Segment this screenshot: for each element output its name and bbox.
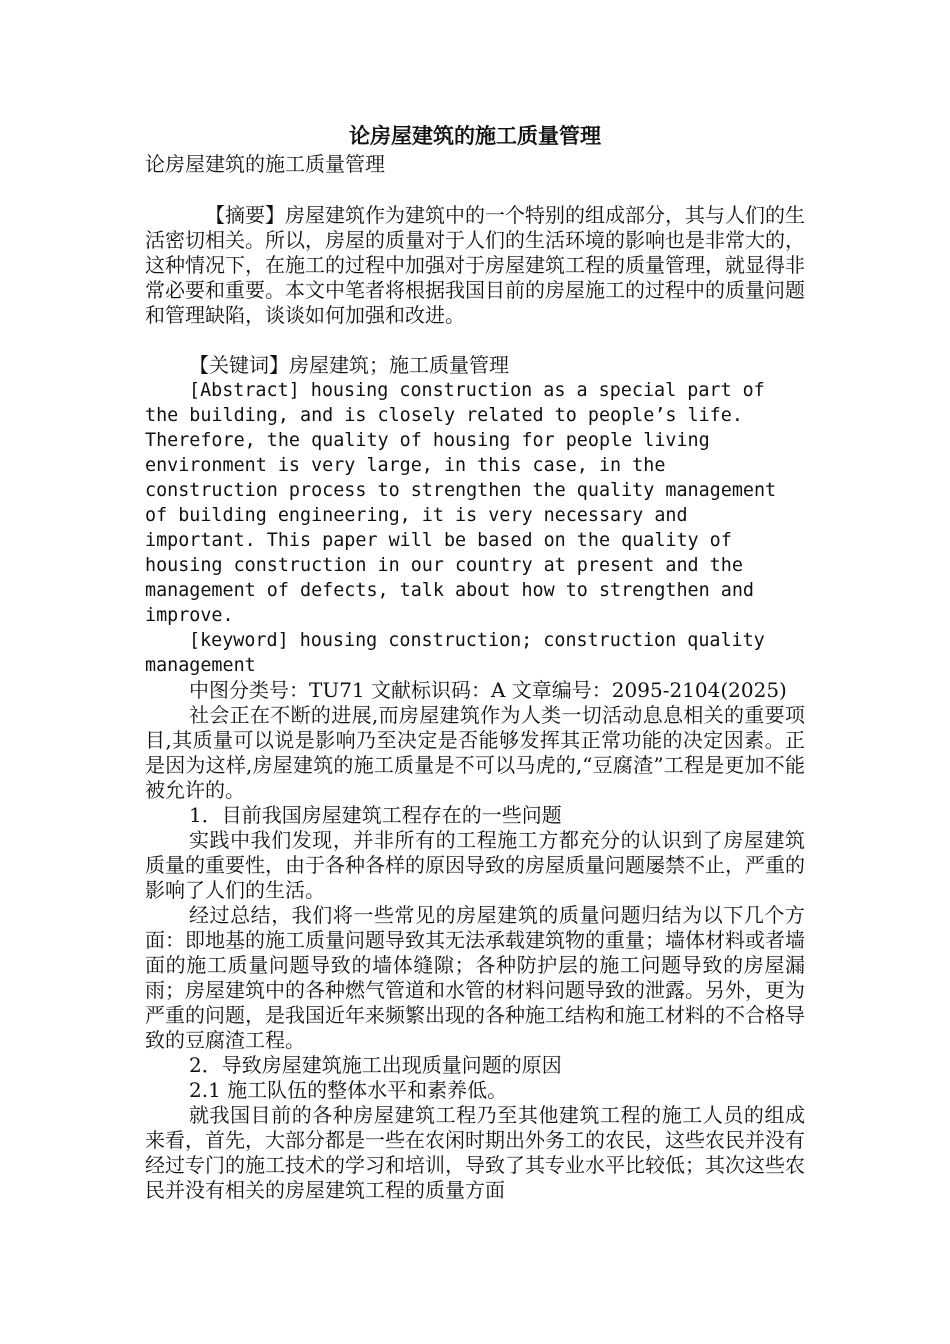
keywords-cn: 【关键词】房屋建筑；施工质量管理 (189, 353, 509, 377)
spacer (145, 328, 805, 353)
spacer (145, 178, 805, 203)
subsection-heading: 2.1 施工队伍的整体水平和素养低。 (189, 1078, 508, 1102)
document-page (145, 122, 805, 1203)
document-subtitle: 论房屋建筑的施工质量管理 (145, 152, 385, 176)
body-paragraph: 实践中我们发现，并非所有的工程施工方都充分的认识到了房屋建筑质量的重要性，由于各种各样的原因导致的房屋质量问题屡禁不止，严重的影响了人们的生活。 (145, 828, 805, 902)
document-title: 论房屋建筑的施工质量管理 (349, 123, 601, 148)
abstract-en: [Abstract] housing construction as a special part of the building, and is closely related to people’s life. Therefore, the quality of housing for people living environment is very large, in this case, in the construction process to strengthen the quality management of building engineering, it is very necessary and important. This paper will be based on the quality of housing construction in our country at present and the management of defects, talk about how to strengthen and improve. (145, 380, 777, 626)
abstract-cn: 【摘要】房屋建筑作为建筑中的一个特别的组成部分，其与人们的生活密切相关。所以，房屋的质量对于人们的生活环境的影响也是非常大的，这种情况下，在施工的过程中加强对于房屋建筑工程的质量管理，就显得非常必要和重要。本文中笔者将根据我国目前的房屋施工的过程中的质量问题和管理缺陷，谈谈如何加强和改进。 (145, 203, 805, 327)
body-paragraph: 经过总结，我们将一些常见的房屋建筑的质量问题归结为以下几个方面：即地基的施工质量问题导致其无法承载建筑物的重量；墙体材料或者墙面的施工质量问题导致的墙体缝隙；各种防护层的施工问题导致的房屋漏雨；房屋建筑中的各种燃气管道和水管的材料问题导致的泄露。另外，更为严重的问题，是我国近年来频繁出现的各种施工结构和施工材料的不合格导致的豆腐渣工程。 (145, 903, 805, 1052)
body-paragraph: 就我国目前的各种房屋建筑工程乃至其他建筑工程的施工人员的组成来看，首先，大部分都是一些在农闲时期出外务工的农民，这些农民并没有经过专门的施工技术的学习和培训，导致了其专业水平比较低；其次这些农民并没有相关的房屋建筑工程的质量方面 (145, 1103, 805, 1202)
body-paragraph: 社会正在不断的进展,而房屋建筑作为人类一切活动息息相关的重要项目,其质量可以说是影响乃至决定是否能够发挥其正常功能的决定因素。正是因为这样,房屋建筑的施工质量是不可以马虎的,“豆腐渣”工程是更加不能被允许的。 (145, 703, 805, 802)
section-heading: 1．目前我国房屋建筑工程存在的一些问题 (189, 803, 562, 827)
section-heading: 2．导致房屋建筑施工出现质量问题的原因 (189, 1053, 562, 1077)
classification-line: 中图分类号：TU71 文献标识码：A 文章编号：2095-2104(2025) (189, 678, 787, 702)
keywords-en: [keyword] housing construction; construction quality management (145, 630, 765, 676)
